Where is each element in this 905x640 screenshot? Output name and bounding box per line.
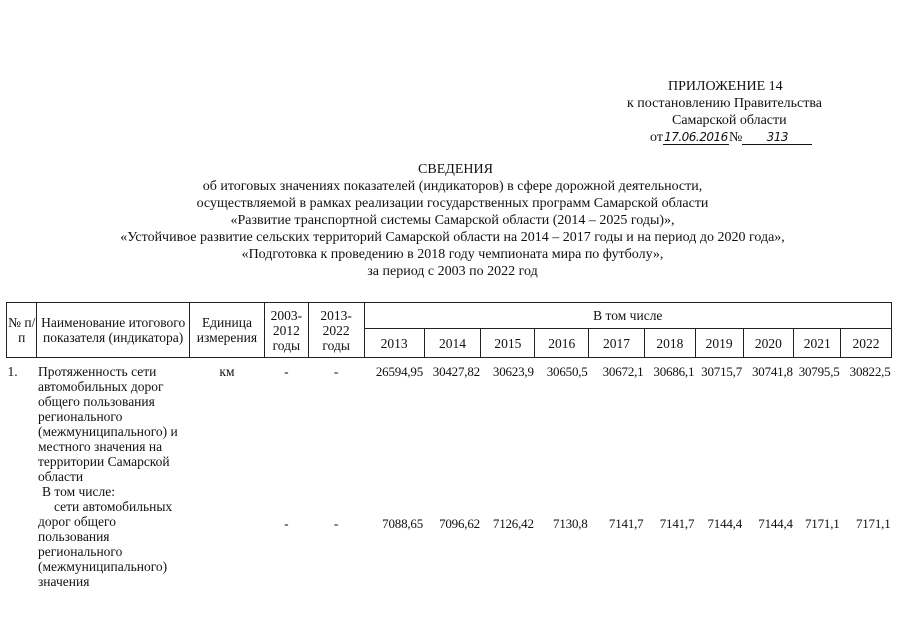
row-value: 7171,1 xyxy=(805,516,840,531)
row-period-2013-2022: - xyxy=(333,364,339,379)
row-value: 7130,8 xyxy=(553,516,588,531)
header-year: 2019 xyxy=(695,329,743,358)
row-value: 30427,82 xyxy=(432,364,480,379)
number-label: № xyxy=(728,130,743,145)
row-value: 7126,42 xyxy=(492,516,534,531)
header-year: 2017 xyxy=(589,329,645,358)
appendix-title: ПРИЛОЖЕНИЕ 14 xyxy=(668,79,783,94)
row-name-prefix: В том числе: xyxy=(41,484,115,499)
header-year: 2016 xyxy=(535,329,589,358)
row-value: 30623,9 xyxy=(492,364,534,379)
header-year: 2022 xyxy=(841,329,892,358)
row-value: 30741,8 xyxy=(751,364,793,379)
row-name-cell xyxy=(37,484,189,589)
header-period-2013-2022: 2013-2022 годы xyxy=(308,303,364,358)
row-value: 7141,7 xyxy=(659,516,695,531)
row-unit: км xyxy=(219,364,235,379)
row-value: 30715,7 xyxy=(701,364,743,379)
header-including: В том числе xyxy=(364,303,891,329)
row-value: 7088,65 xyxy=(382,516,424,531)
row-value: 7141,7 xyxy=(608,516,644,531)
row-value: 7144,4 xyxy=(707,516,743,531)
header-year: 2014 xyxy=(424,329,481,358)
appendix-block xyxy=(600,78,890,146)
header-year: 2021 xyxy=(794,329,841,358)
row-name: сети автомобильных дорог общего пользования регионального (межмуниципального) значения xyxy=(37,499,173,589)
header-year: 2015 xyxy=(481,329,535,358)
row-period-2003-2012: - xyxy=(284,516,289,531)
header-year: 2020 xyxy=(743,329,794,358)
decree-number: 313 xyxy=(742,130,812,145)
row-period-2013-2022: - xyxy=(333,516,339,531)
decree-date: 17.06.2016 xyxy=(664,130,728,144)
row-value: 30795,5 xyxy=(798,364,840,379)
appendix-decree: к постановлению Правительства xyxy=(627,96,823,111)
row-num xyxy=(7,484,37,589)
title-heading: СВЕДЕНИЯ xyxy=(418,162,493,177)
title-line: за период с 2003 по 2022 год xyxy=(367,264,538,279)
header-name: Наименование итогового показателя (индикатора) xyxy=(37,303,189,358)
header-unit: Единица измерения xyxy=(189,303,264,358)
table-row xyxy=(7,484,892,589)
row-value: 7171,1 xyxy=(855,516,891,531)
row-value: 26594,95 xyxy=(375,364,424,379)
header-period-2003-2012: 2003-2012 годы xyxy=(265,303,309,358)
document-title xyxy=(0,161,905,280)
row-value: 30822,5 xyxy=(849,364,891,379)
appendix-date-line xyxy=(600,129,890,146)
header-num: № п/п xyxy=(7,303,37,358)
row-value: 7096,62 xyxy=(439,516,480,531)
header-year: 2018 xyxy=(644,329,695,358)
indicators-table xyxy=(6,302,892,589)
row-value: 30650,5 xyxy=(546,364,588,379)
title-line: «Устойчивое развитие сельских территорий Самарской области на 2014 – 2017 годы и на период до 2020 года», xyxy=(120,230,785,245)
title-line: об итоговых значениях показателей (индикаторов) в сфере дорожной деятельности, xyxy=(202,179,703,194)
title-line: «Развитие транспортной системы Самарской области (2014 – 2025 годы)», xyxy=(230,213,675,228)
from-label: от xyxy=(650,130,663,145)
title-line: осуществляемой в рамках реализации государственных программ Самарской области xyxy=(196,196,709,211)
row-period-2003-2012: - xyxy=(284,364,289,379)
title-line: «Подготовка к проведению в 2018 году чемпионата мира по футболу», xyxy=(241,247,664,262)
table-row xyxy=(7,358,892,485)
row-num: 1. xyxy=(7,364,18,379)
row-name: Протяженность сети автомобильных дорог общего пользования регионального (межмуниципального) и местного значения на территории Самарской области xyxy=(37,364,178,484)
row-unit xyxy=(189,484,264,589)
row-value: 7144,4 xyxy=(758,516,793,531)
row-value: 30672,1 xyxy=(602,364,644,379)
header-year: 2013 xyxy=(364,329,424,358)
appendix-region: Самарской области xyxy=(672,113,787,128)
row-value: 30686,1 xyxy=(653,364,695,379)
